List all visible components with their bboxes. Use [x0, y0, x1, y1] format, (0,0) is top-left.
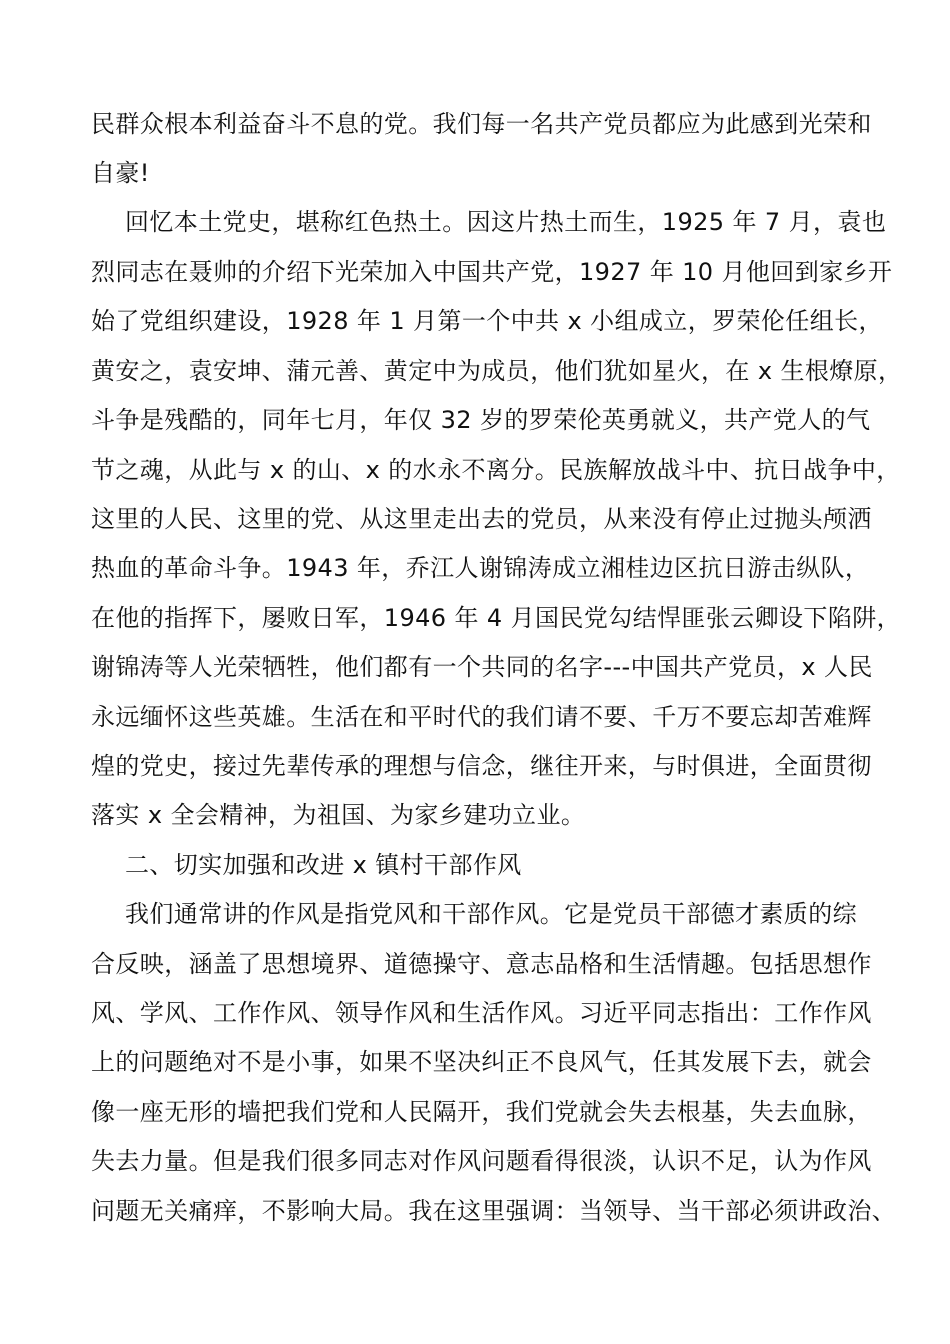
text-line: 失去力量。但是我们很多同志对作风问题看得很淡，认识不足，认为作风 [91, 1147, 872, 1175]
text-line: 永远缅怀这些英雄。生活在和平时代的我们请不要、千万不要忘却苦难辉 [91, 703, 872, 731]
text-line: 谢锦涛等人光荣牺牲，他们都有一个共同的名字---中国共产党员，x 人民 [91, 653, 873, 681]
text-line: 烈同志在聂帅的介绍下光荣加入中国共产党，1927 年 10 月他回到家乡开 [91, 258, 893, 286]
text-line: 问题无关痛痒，不影响大局。我在这里强调：当领导、当干部必须讲政治、 [91, 1197, 897, 1225]
text-line: 节之魂，从此与 x 的山、x 的水永不离分。民族解放战斗中、抗日战争中， [91, 456, 901, 484]
text-line: 落实 x 全会精神，为祖国、为家乡建功立业。 [91, 801, 586, 829]
text-line: 斗争是残酷的，同年七月，年仅 32 岁的罗荣伦英勇就义，共产党人的气 [91, 406, 871, 434]
text-line: 始了党组织建设，1928 年 1 月第一个中共 x 小组成立，罗荣伦任组长， [91, 307, 883, 335]
paragraph-start-line: 我们通常讲的作风是指党风和干部作风。它是党员干部德才素质的综 [125, 900, 857, 928]
text-line: 上的问题绝对不是小事，如果不坚决纠正不良风气，任其发展下去，就会 [91, 1048, 872, 1076]
text-line: 合反映，涵盖了思想境界、道德操守、意志品格和生活情趣。包括思想作 [91, 950, 872, 978]
text-line: 黄安之，袁安坤、蒲元善、黄定中为成员，他们犹如星火，在 x 生根燎原， [91, 357, 903, 385]
text-line: 民群众根本利益奋斗不息的党。我们每一名共产党员都应为此感到光荣和 [91, 110, 872, 138]
text-line: 风、学风、工作作风、领导作风和生活作风。习近平同志指出：工作作风 [91, 999, 872, 1027]
text-line: 这里的人民、这里的党、从这里走出去的党员，从来没有停止过抛头颅洒 [91, 505, 872, 533]
text-line: 自豪! [91, 159, 150, 187]
text-line: 煌的党史，接过先辈传承的理想与信念，继往开来，与时俱进，全面贯彻 [91, 752, 872, 780]
text-line: 在他的指挥下，屡败日军，1946 年 4 月国民党勾结悍匪张云卿设下陷阱， [91, 604, 902, 632]
text-line: 热血的革命斗争。1943 年，乔江人谢锦涛成立湘桂边区抗日游击纵队， [91, 554, 870, 582]
text-line: 像一座无形的墙把我们党和人民隔开，我们党就会失去根基，失去血脉， [91, 1098, 872, 1126]
paragraph-start-line: 回忆本土党史，堪称红色热土。因这片热土而生，1925 年 7 月，袁也 [125, 208, 887, 236]
section-heading: 二、切实加强和改进 x 镇村干部作风 [125, 851, 522, 879]
